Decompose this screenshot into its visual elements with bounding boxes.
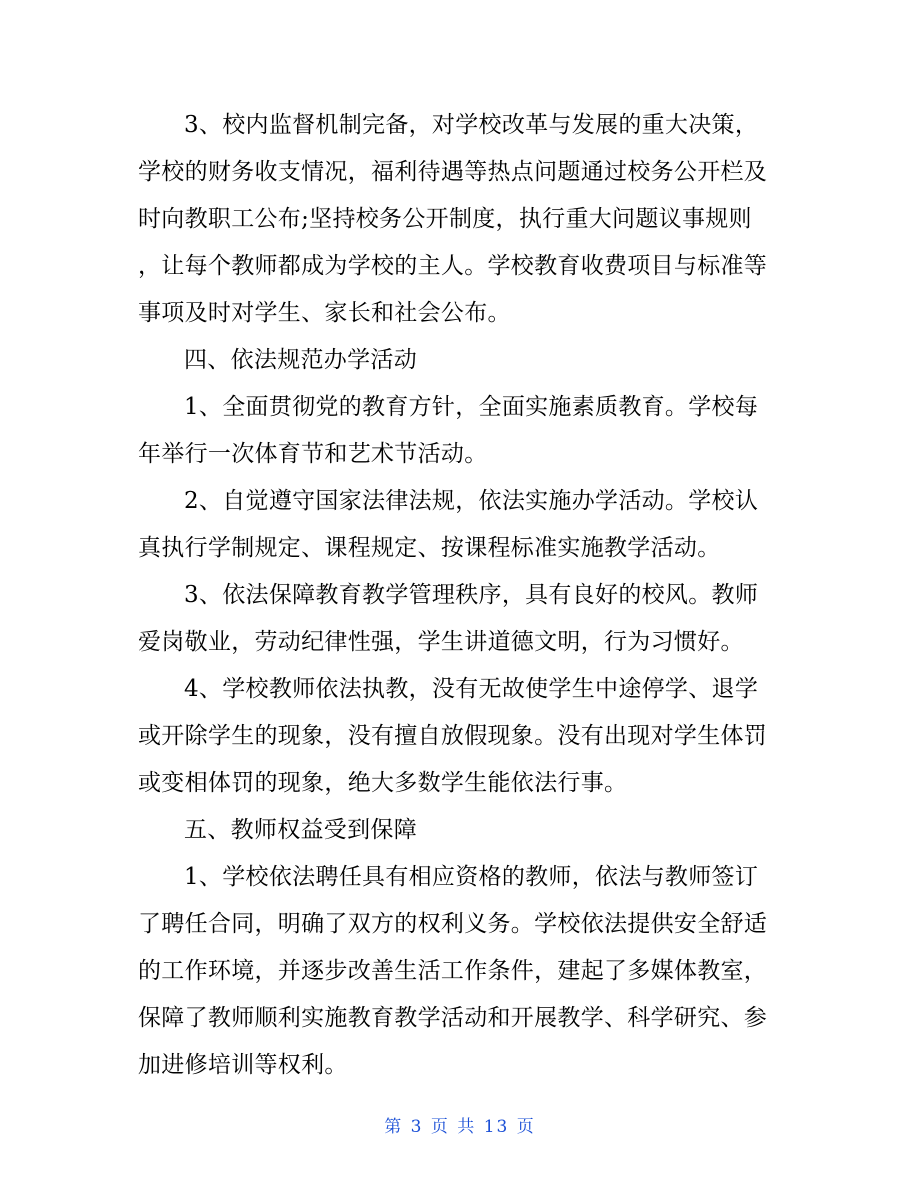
section-heading: 五、教师权益受到保障 xyxy=(184,817,417,843)
text-line: 加进修培训等权利。 xyxy=(138,1052,348,1078)
section-heading: 四、依法规范办学活动 xyxy=(184,347,417,373)
text-line: 爱岗敬业，劳动纪律性强，学生讲道德文明，行为习惯好。 xyxy=(138,629,744,655)
text-line: 真执行学制规定、课程规定、按课程标准实施教学活动。 xyxy=(138,535,721,561)
text-line: 1、学校依法聘任具有相应资格的教师，依法与教师签订 xyxy=(184,864,759,890)
document-body xyxy=(138,102,798,1089)
text-line: 或开除学生的现象，没有擅自放假现象。没有出现对学生体罚 xyxy=(138,723,768,749)
text-line: ，让每个教师都成为学校的主人。学校教育收费项目与标准等 xyxy=(138,253,768,279)
text-line: 3、校内监督机制完备，对学校改革与发展的重大决策， xyxy=(184,112,759,138)
text-line: 或变相体罚的现象，绝大多数学生能依法行事。 xyxy=(138,770,628,796)
text-line: 的工作环境，并逐步改善生活工作条件，建起了多媒体教室， xyxy=(138,958,768,984)
text-line: 了聘任合同，明确了双方的权利义务。学校依法提供安全舒适 xyxy=(138,911,768,937)
text-line: 时向教职工公布;坚持校务公开制度，执行重大问题议事规则 xyxy=(138,206,752,232)
text-line: 2、自觉遵守国家法律法规，依法实施办学活动。学校认 xyxy=(184,488,759,514)
page-number-footer: 第 3 页 共 13 页 xyxy=(384,1117,536,1137)
text-line: 3、依法保障教育教学管理秩序，具有良好的校风。教师 xyxy=(184,582,759,608)
text-line: 事项及时对学生、家长和社会公布。 xyxy=(138,300,511,326)
text-line: 4、学校教师依法执教，没有无故使学生中途停学、退学 xyxy=(184,676,759,702)
text-line: 学校的财务收支情况，福利待遇等热点问题通过校务公开栏及 xyxy=(138,159,768,185)
text-line: 年举行一次体育节和艺术节活动。 xyxy=(138,441,488,467)
text-line: 1、全面贯彻党的教育方针，全面实施素质教育。学校每 xyxy=(184,394,759,420)
text-line: 保障了教师顺利实施教育教学活动和开展教学、科学研究、参 xyxy=(138,1005,768,1031)
